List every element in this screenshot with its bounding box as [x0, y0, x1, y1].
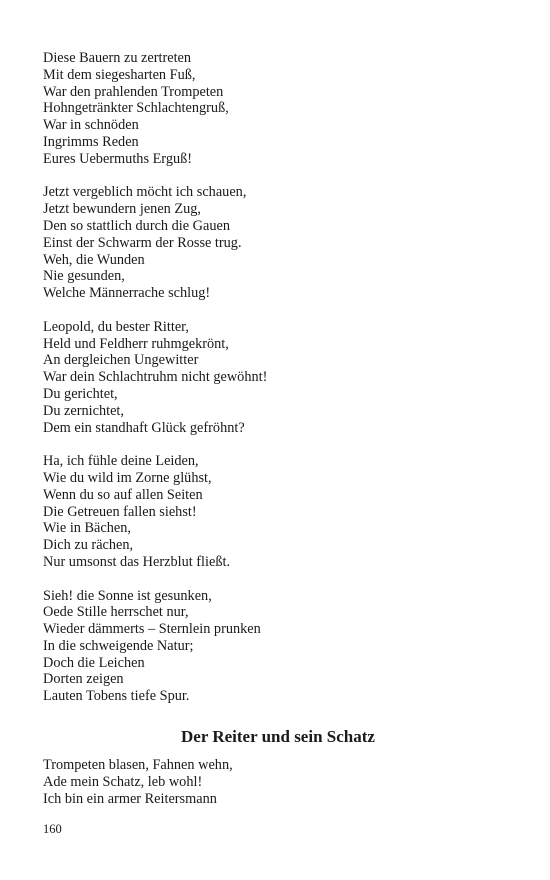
- verse-line: Leopold, du bester Ritter,: [43, 318, 189, 335]
- verse-line: Dich zu rächen,: [43, 537, 134, 554]
- stanza: [43, 453, 513, 571]
- page-number: 160: [43, 822, 62, 836]
- stanza: [43, 588, 513, 706]
- verse-line: Nie gesunden,: [43, 268, 125, 285]
- verse-line: Nur umsonst das Herzblut fließt.: [43, 553, 231, 570]
- verse-line: Du zernichtet,: [43, 402, 124, 419]
- stanza: [43, 184, 513, 302]
- verse-line: Sieh! die Sonne ist gesunken,: [43, 587, 212, 604]
- verse-line: War den prahlenden Trompeten: [43, 83, 224, 100]
- verse-line: Dem ein standhaft Glück gefröhnt?: [43, 419, 245, 436]
- poem-body: [43, 757, 513, 807]
- verse-line: Eures Uebermuths Erguß!: [43, 150, 193, 167]
- stanza: [43, 50, 513, 168]
- verse-line: Welche Männerrache schlug!: [43, 285, 211, 302]
- verse-line: Wieder dämmerts – Sternlein prunken: [43, 621, 261, 638]
- verse-line: In die schweigende Natur;: [43, 637, 194, 654]
- verse-line: Du gerichtet,: [43, 385, 118, 402]
- verse-line: Trompeten blasen, Fahnen wehn,: [43, 757, 233, 774]
- verse-line: Wie du wild im Zorne glühst,: [43, 469, 212, 486]
- verse-line: War in schnöden: [43, 117, 139, 134]
- verse-line: Ich bin ein armer Reitersmann: [43, 790, 217, 807]
- verse-line: Held und Feldherr ruhmgekrönt,: [43, 335, 229, 352]
- verse-line: Ha, ich fühle deine Leiden,: [43, 453, 199, 470]
- verse-line: Lauten Tobens tiefe Spur.: [43, 688, 190, 705]
- poem-title: Der Reiter und sein Schatz: [181, 727, 375, 747]
- verse-line: Oede Stille herrschet nur,: [43, 604, 189, 621]
- verse-line: Jetzt bewundern jenen Zug,: [43, 201, 202, 218]
- verse-line: Ingrimms Reden: [43, 133, 139, 150]
- verse-line: Weh, die Wunden: [43, 251, 145, 268]
- poem-body: [43, 50, 513, 705]
- page-body: [43, 50, 513, 824]
- verse-line: Ade mein Schatz, leb wohl!: [43, 773, 203, 790]
- verse-line: Wie in Bächen,: [43, 520, 131, 537]
- verse-line: Die Getreuen fallen siehst!: [43, 503, 197, 520]
- verse-line: Diese Bauern zu zertreten: [43, 50, 192, 66]
- verse-line: War dein Schlachtruhm nicht gewöhnt!: [43, 369, 268, 386]
- stanza: [43, 757, 513, 807]
- stanza: [43, 319, 513, 437]
- verse-line: Den so stattlich durch die Gauen: [43, 217, 230, 234]
- verse-line: Einst der Schwarm der Rosse trug.: [43, 234, 242, 251]
- verse-line: An dergleichen Ungewitter: [43, 352, 199, 369]
- verse-line: Dorten zeigen: [43, 671, 124, 688]
- verse-line: Mit dem siegesharten Fuß,: [43, 66, 196, 83]
- verse-line: Jetzt vergeblich möcht ich schauen,: [43, 184, 247, 201]
- verse-line: Doch die Leichen: [43, 654, 145, 671]
- verse-line: Hohngetränkter Schlachtengruß,: [43, 100, 229, 117]
- verse-line: Wenn du so auf allen Seiten: [43, 486, 203, 503]
